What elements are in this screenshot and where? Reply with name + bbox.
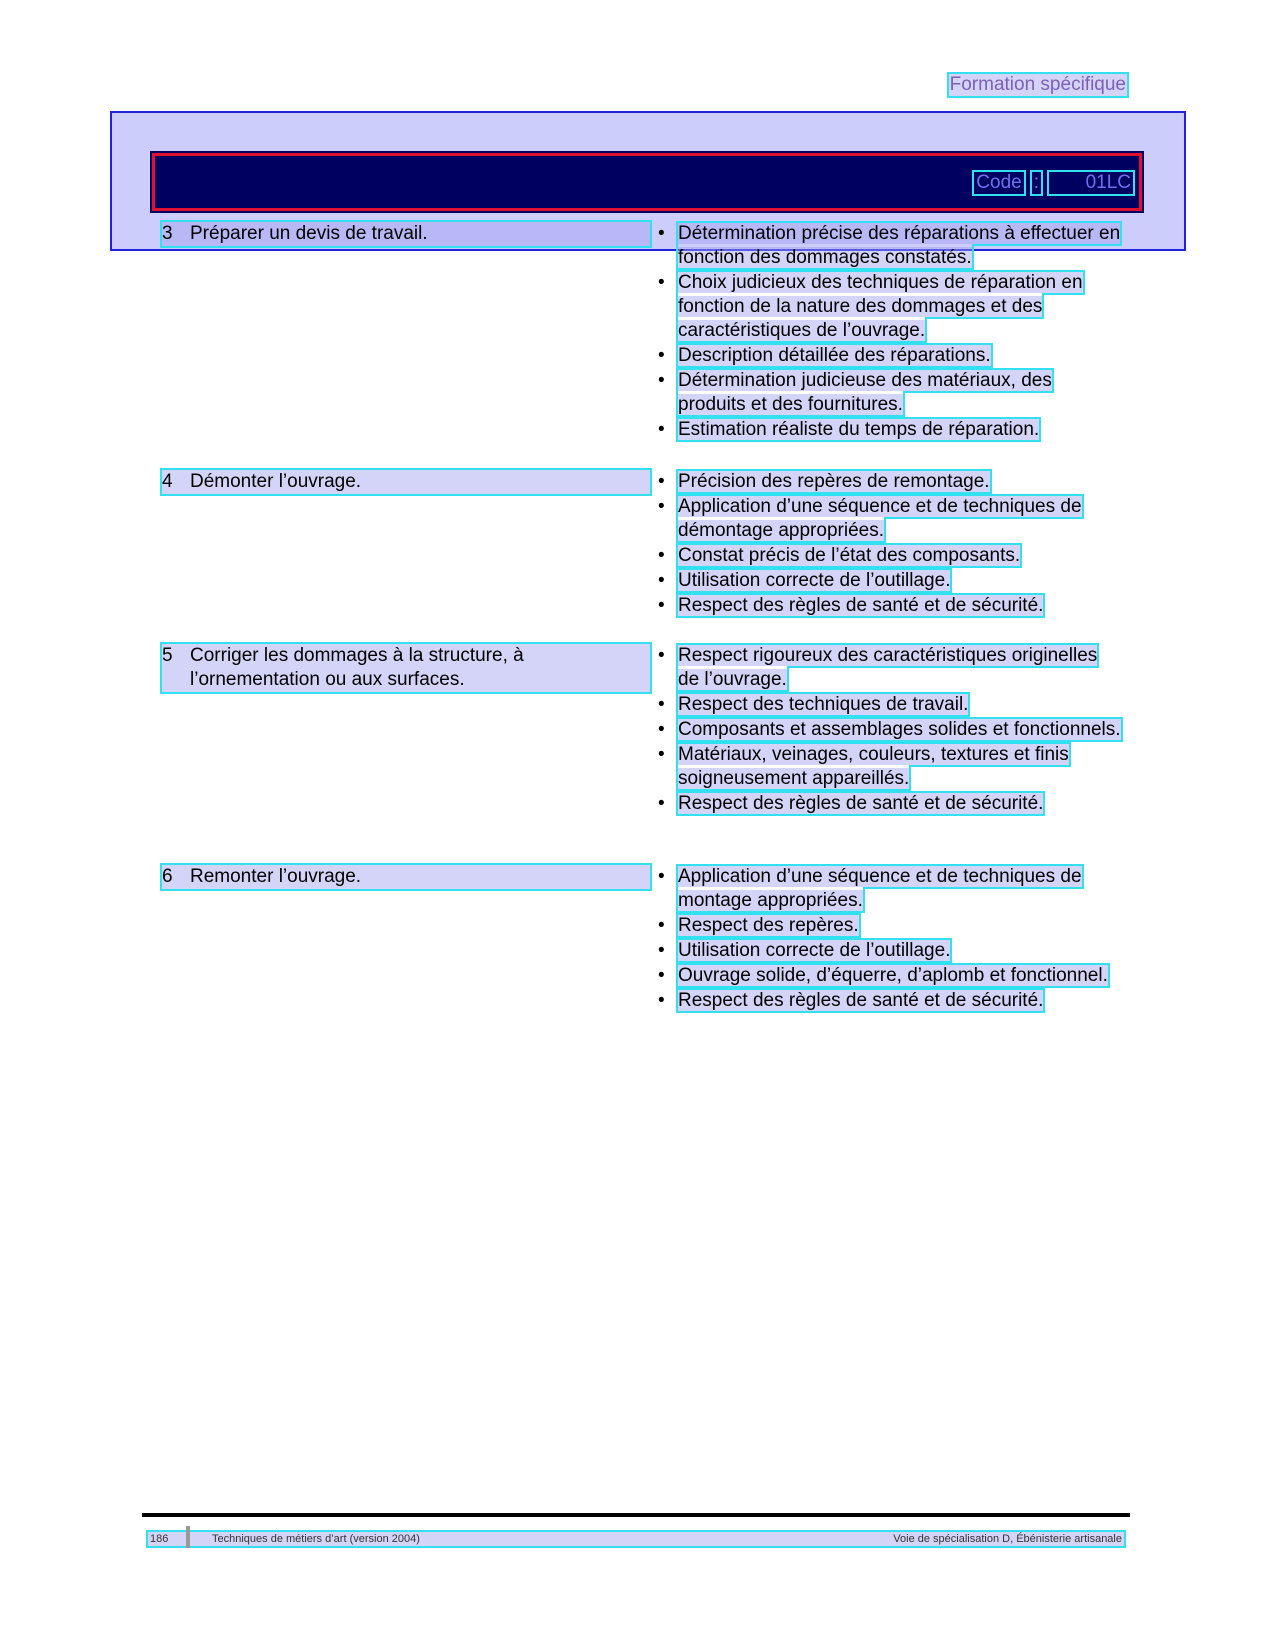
- criteria-list: [658, 470, 1122, 619]
- element-label: [162, 470, 652, 494]
- page-number: 186: [150, 1533, 169, 1545]
- criteria-item: • Utilisation correcte de l’outillage.: [658, 939, 1122, 963]
- criteria-item: • Détermination judicieuse des matériaux, des produits et des fournitures.: [658, 369, 1122, 417]
- element-number: 5: [162, 645, 173, 666]
- element-text: Remonter l’ouvrage.: [190, 866, 362, 887]
- criteria-item: • Description détaillée des réparations.: [658, 344, 1122, 368]
- footer-document-title: Techniques de métiers d’art (version 2004): [212, 1533, 420, 1545]
- criteria-item: • Détermination précise des réparations à effectuer en fonction des dommages constatés.: [658, 222, 1122, 270]
- criteria-item: • Respect des techniques de travail.: [658, 693, 1122, 717]
- element-number: 4: [162, 471, 173, 492]
- criteria-item: • Application d’une séquence et de techniques de démontage appropriées.: [658, 495, 1122, 543]
- criteria-item: • Respect des règles de santé et de sécurité.: [658, 989, 1122, 1013]
- competency-code: [974, 172, 1133, 194]
- element-text: Corriger les dommages à la structure, à l’ornementation ou aux surfaces.: [190, 645, 524, 690]
- page-footer: [148, 1532, 1124, 1546]
- section-header-label: Formation spécifique: [949, 74, 1126, 95]
- code-separator: :: [1033, 172, 1039, 193]
- footer-divider: [142, 1513, 1130, 1517]
- element-label: [162, 644, 652, 692]
- criteria-item: • Précision des repères de remontage.: [658, 470, 1122, 494]
- criteria-item: • Composants et assemblages solides et fonctionnels.: [658, 718, 1122, 742]
- criteria-item: • Choix judicieux des techniques de réparation en fonction de la nature des dommages et des caractéristiques de l’ouvrage.: [658, 271, 1122, 343]
- criteria-item: • Matériaux, veinages, couleurs, textures et finis soigneusement appareillés.: [658, 743, 1122, 791]
- criteria-item: • Constat précis de l’état des composants.: [658, 544, 1122, 568]
- criteria-list: [658, 644, 1122, 817]
- element-number: 6: [162, 866, 173, 887]
- criteria-item: • Estimation réaliste du temps de réparation.: [658, 418, 1122, 442]
- criteria-list: [658, 222, 1122, 443]
- element-label: [162, 865, 652, 889]
- criteria-item: • Application d’une séquence et de techniques de montage appropriées.: [658, 865, 1122, 913]
- criteria-list: [658, 865, 1122, 1014]
- element-text: Préparer un devis de travail.: [190, 223, 428, 244]
- criteria-item: • Respect des règles de santé et de sécurité.: [658, 594, 1122, 618]
- element-label: [162, 222, 652, 246]
- code-value: 01LC: [1049, 172, 1133, 194]
- criteria-item: • Ouvrage solide, d’équerre, d’aplomb et fonctionnel.: [658, 964, 1122, 988]
- competency-title-bar: [152, 153, 1142, 211]
- code-label: Code: [976, 172, 1022, 193]
- criteria-item: • Utilisation correcte de l’outillage.: [658, 569, 1122, 593]
- element-number: 3: [162, 223, 173, 244]
- criteria-item: • Respect rigoureux des caractéristiques originelles de l’ouvrage.: [658, 644, 1122, 692]
- footer-section-title: Voie de spécialisation D, Ébénisterie artisanale: [893, 1533, 1122, 1545]
- criteria-item: • Respect des repères.: [658, 914, 1122, 938]
- criteria-item: • Respect des règles de santé et de sécurité.: [658, 792, 1122, 816]
- footer-separator: [186, 1526, 190, 1548]
- element-text: Démonter l’ouvrage.: [190, 471, 362, 492]
